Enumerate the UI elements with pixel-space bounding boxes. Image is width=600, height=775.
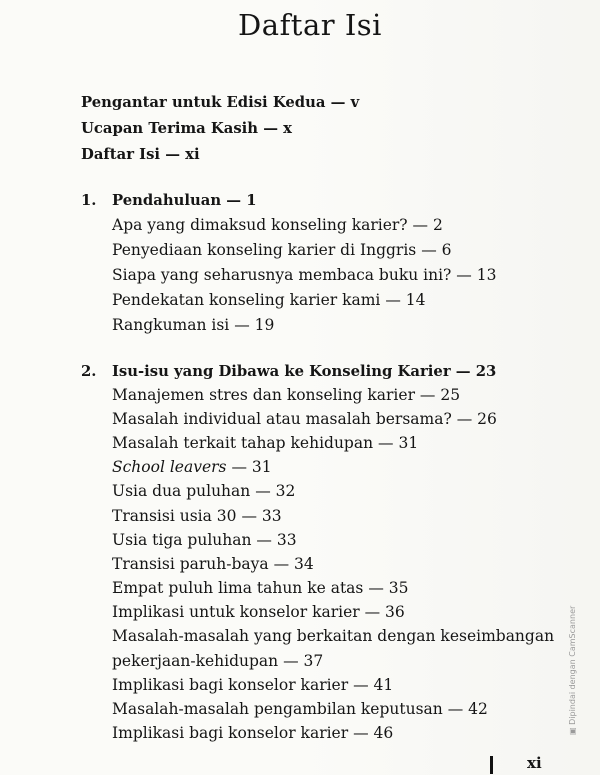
toc-section: Masalah terkait tahap kehidupan — 31 [112, 434, 419, 452]
toc-section: Implikasi untuk konselor karier — 36 [112, 603, 405, 621]
chapter-number: 1. [81, 192, 97, 209]
footer-rule [490, 756, 493, 774]
page-title: Daftar Isi [238, 8, 382, 42]
toc-section: Siapa yang seharusnya membaca buku ini? — 13 [112, 266, 497, 284]
toc-section: Apa yang dimaksud konseling karier? — 2 [112, 216, 443, 234]
toc-section: Usia dua puluhan — 32 [112, 482, 296, 500]
toc-section: Transisi paruh-baya — 34 [112, 555, 314, 573]
toc-entry-acknowledgements: Ucapan Terima Kasih — x [81, 120, 292, 137]
scanner-watermark: ▣ Dipindai dengan CamScanner [568, 605, 577, 735]
toc-entry-contents: Daftar Isi — xi [81, 146, 200, 163]
toc-section: Implikasi bagi konselor karier — 46 [112, 724, 394, 742]
page-number: xi [527, 754, 542, 772]
toc-entry-foreword: Pengantar untuk Edisi Kedua — v [81, 94, 360, 111]
toc-section-wrapped-first-line: Masalah-masalah yang berkaitan dengan keseimbangan [112, 627, 555, 645]
toc-section: Masalah-masalah pengambilan keputusan — 42 [112, 700, 488, 718]
toc-section-wrapped-second-line: pekerjaan-kehidupan — 37 [112, 652, 324, 670]
camscanner-logo-icon: ▣ [568, 727, 577, 735]
toc-section: Pendekatan konseling karier kami — 14 [112, 291, 426, 309]
chapter-title: Isu-isu yang Dibawa ke Konseling Karier — 23 [112, 363, 497, 380]
toc-section: Usia tiga puluhan — 33 [112, 531, 297, 549]
toc-section: Implikasi bagi konselor karier — 41 [112, 676, 394, 694]
toc-section: Penyediaan konseling karier di Inggris — 6 [112, 241, 452, 259]
toc-section: Masalah individual atau masalah bersama? — 26 [112, 410, 497, 428]
toc-section: School leavers — 31 [112, 458, 272, 476]
toc-section: Empat puluh lima tahun ke atas — 35 [112, 579, 409, 597]
toc-section: Manajemen stres dan konseling karier — 25 [112, 386, 461, 404]
chapter-number: 2. [81, 363, 97, 380]
chapter-title: Pendahuluan — 1 [112, 192, 257, 209]
toc-section: Rangkuman isi — 19 [112, 316, 275, 334]
toc-section: Transisi usia 30 — 33 [112, 507, 282, 525]
